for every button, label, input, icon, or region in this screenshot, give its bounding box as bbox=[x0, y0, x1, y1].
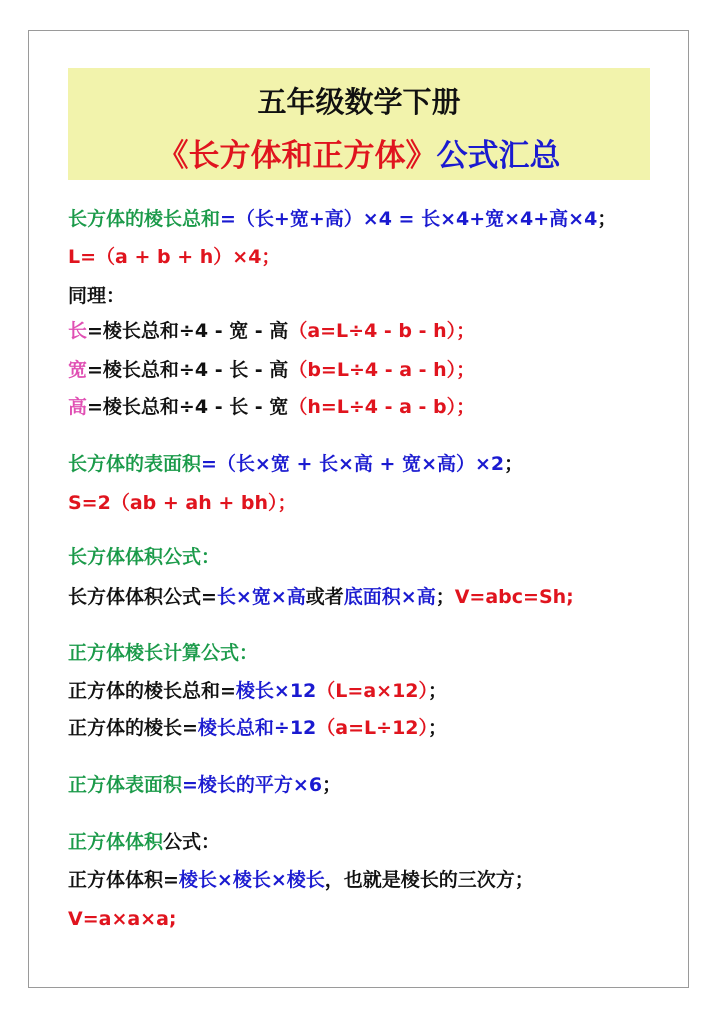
formula-explanation: ，也就是棱长的三次方； bbox=[324, 869, 534, 891]
formula-expression: 棱长×棱长×棱长 bbox=[178, 869, 325, 891]
cube-volume-letters bbox=[68, 906, 177, 932]
cuboid-surface-area-formula bbox=[68, 451, 523, 477]
cuboid-surface-area-letters bbox=[68, 490, 297, 516]
cuboid-volume-formula bbox=[68, 584, 574, 610]
letter-formula: V=a×a×a; bbox=[68, 908, 177, 930]
letter-formula: （a=L÷4 - b - h）； bbox=[288, 320, 476, 342]
formula-punctuation: ； bbox=[428, 717, 448, 739]
formula-expression: 长×宽×高 bbox=[216, 586, 306, 608]
letter-formula: （L=a×12） bbox=[316, 680, 429, 702]
likewise-text: 同理： bbox=[68, 285, 126, 307]
page-title: 五年级数学下册 bbox=[257, 85, 461, 119]
formula-expression: =棱长的平方×6 bbox=[182, 774, 323, 796]
formula-expression: =棱长总和÷4 - 宽 - 高 bbox=[87, 320, 289, 342]
height-formula bbox=[68, 394, 475, 420]
section-heading: 长方体体积公式： bbox=[68, 546, 221, 568]
page-subtitle bbox=[68, 130, 650, 175]
formula-expression: =（长+宽+高）×4 = 长×4+宽×4+高×4 bbox=[220, 208, 598, 230]
title-banner bbox=[68, 68, 650, 180]
width-formula bbox=[68, 357, 475, 383]
cube-surface-area-formula bbox=[68, 772, 341, 798]
cube-edge-heading bbox=[68, 640, 258, 666]
cuboid-edge-sum-formula bbox=[68, 206, 616, 232]
formula-expression: 棱长×12 bbox=[235, 680, 317, 702]
formula-label: 正方体表面积 bbox=[68, 774, 183, 796]
formula-label: 长 bbox=[68, 320, 88, 342]
section-heading: 正方体棱长计算公式： bbox=[68, 642, 259, 664]
letter-formula: （a=L÷12） bbox=[316, 717, 429, 739]
letter-formula: （b=L÷4 - a - h）； bbox=[288, 359, 476, 381]
cube-volume-formula bbox=[68, 867, 534, 893]
cube-edge-formula bbox=[68, 715, 447, 741]
letter-formula: V=abc=Sh; bbox=[454, 586, 574, 608]
formula-punctuation: ； bbox=[435, 586, 455, 608]
section-heading-suffix: 公式： bbox=[163, 831, 221, 853]
letter-formula: L=（a + b + h）×4； bbox=[68, 246, 281, 268]
formula-connector: 或者 bbox=[305, 586, 344, 608]
subtitle-topic: 《长方体和正方体》 bbox=[157, 138, 437, 174]
formula-label: 正方体的棱长= bbox=[68, 717, 198, 739]
cube-volume-heading bbox=[68, 829, 220, 855]
formula-punctuation: ； bbox=[322, 774, 342, 796]
letter-formula: （h=L÷4 - a - b）； bbox=[288, 396, 476, 418]
formula-label: 高 bbox=[68, 396, 88, 418]
formula-expression: =棱长总和÷4 - 长 - 高 bbox=[87, 359, 289, 381]
formula-punctuation: ； bbox=[597, 208, 617, 230]
length-formula bbox=[68, 318, 475, 344]
likewise-heading bbox=[68, 283, 125, 309]
section-heading: 正方体体积 bbox=[68, 831, 164, 853]
cube-edge-sum-formula bbox=[68, 678, 447, 704]
formula-expression: =（长×宽 + 长×高 + 宽×高）×2 bbox=[201, 453, 505, 475]
formula-punctuation: ； bbox=[504, 453, 524, 475]
formula-punctuation: ； bbox=[428, 680, 448, 702]
formula-expression-alt: 底面积×高 bbox=[343, 586, 436, 608]
letter-formula: S=2（ab + ah + bh）； bbox=[68, 492, 297, 514]
formula-label: 长方体的棱长总和 bbox=[68, 208, 221, 230]
formula-label: 宽 bbox=[68, 359, 88, 381]
formula-label: 长方体体积公式= bbox=[68, 586, 217, 608]
formula-label: 正方体体积= bbox=[68, 869, 179, 891]
cuboid-edge-sum-letters bbox=[68, 244, 280, 270]
formula-expression: 棱长总和÷12 bbox=[197, 717, 317, 739]
formula-label: 正方体的棱长总和= bbox=[68, 680, 236, 702]
formula-label: 长方体的表面积 bbox=[68, 453, 202, 475]
subtitle-summary: 公式汇总 bbox=[436, 138, 561, 174]
cuboid-volume-heading bbox=[68, 544, 220, 570]
formula-expression: =棱长总和÷4 - 长 - 宽 bbox=[87, 396, 289, 418]
